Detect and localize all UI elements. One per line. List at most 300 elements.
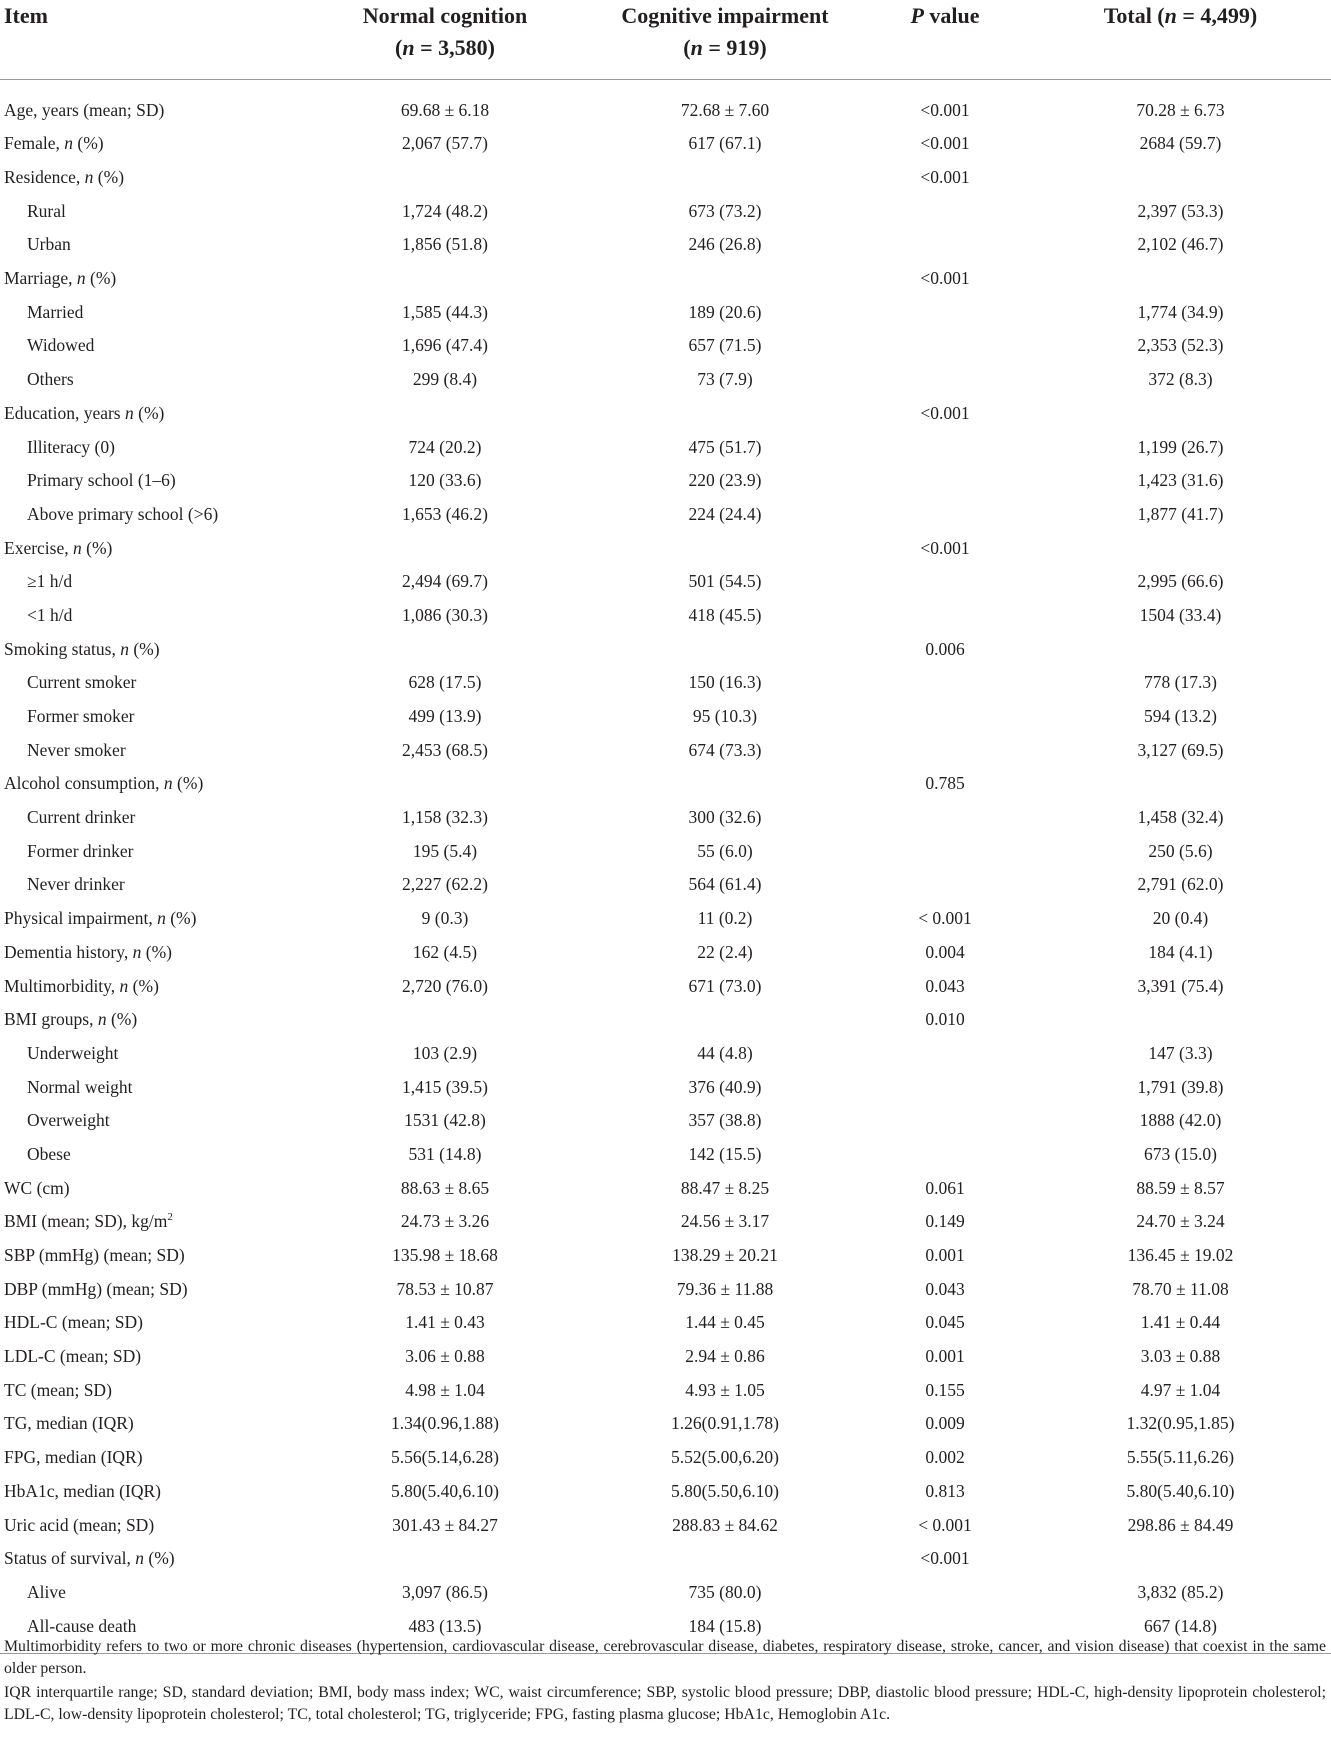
row-label-n: n <box>119 975 129 996</box>
row-label-text: Illiteracy (0) <box>27 436 115 457</box>
cell-p: 0.001 <box>925 1245 965 1266</box>
cell-total: 594 (13.2) <box>1144 706 1217 727</box>
table-row <box>0 1441 1331 1475</box>
row-label-text: Obese <box>27 1143 71 1164</box>
cell-impaired: 617 (67.1) <box>688 133 762 154</box>
row-label <box>0 733 300 767</box>
cell-p: <0.001 <box>920 537 970 558</box>
row-label <box>0 262 300 296</box>
row-label <box>0 902 300 936</box>
cell-impaired: 475 (51.7) <box>688 436 762 457</box>
table-row <box>0 1070 1331 1104</box>
cell-normal: 1531 (42.8) <box>404 1110 486 1131</box>
cell-p <box>860 666 1030 700</box>
cell-normal: 1,653 (46.2) <box>401 503 489 524</box>
cell-impaired: 300 (32.6) <box>688 807 762 828</box>
cell-impaired: 5.52(5.00,6.20) <box>671 1447 779 1468</box>
cell-impaired <box>590 767 860 801</box>
cell-total <box>1030 1542 1331 1576</box>
cell-normal: 2,227 (62.2) <box>401 874 489 895</box>
row-label <box>0 1306 300 1340</box>
cell-impaired: 671 (73.0) <box>688 975 762 996</box>
cell-normal: 499 (13.9) <box>408 706 482 727</box>
cell-impaired: 79.36 ± 11.88 <box>676 1278 774 1299</box>
cell-impaired: 150 (16.3) <box>688 672 762 693</box>
cell-impaired: 95 (10.3) <box>692 706 758 727</box>
cell-normal: 69.68 ± 6.18 <box>400 99 490 120</box>
cell-total: 24.70 ± 3.24 <box>1136 1211 1225 1232</box>
cell-total: 1504 (33.4) <box>1139 604 1222 625</box>
row-label-n: n <box>73 537 82 558</box>
cell-normal: 1.34(0.96,1.88) <box>391 1413 499 1434</box>
cell-normal: 1,585 (44.3) <box>401 301 489 322</box>
cell-impaired <box>590 632 860 666</box>
cell-normal <box>300 1542 590 1576</box>
row-label-text: HDL-C (mean; SD) <box>4 1312 144 1333</box>
row-label-text: Urban <box>27 234 71 255</box>
cell-impaired: 418 (45.5) <box>688 604 762 625</box>
cell-p: <0.001 <box>920 402 970 423</box>
header-normal-title: Normal cognition <box>362 3 528 28</box>
row-label-text: FPG, median (IQR) <box>4 1447 143 1468</box>
cell-impaired: 674 (73.3) <box>688 739 762 760</box>
cell-total <box>1030 767 1331 801</box>
row-label <box>0 1239 300 1273</box>
table-row <box>0 397 1331 431</box>
header-p-value <box>860 0 1030 80</box>
cell-p <box>860 565 1030 599</box>
cell-impaired: 357 (38.8) <box>688 1110 762 1131</box>
table-row <box>0 632 1331 666</box>
row-label-text: Primary school (1–6) <box>27 470 176 491</box>
cell-p: 0.155 <box>925 1379 965 1400</box>
cell-p <box>860 194 1030 228</box>
cell-normal: 1,086 (30.3) <box>401 604 489 625</box>
row-label <box>0 1171 300 1205</box>
header-item-label: Item <box>4 3 48 28</box>
cell-p <box>860 498 1030 532</box>
row-label-suffix: (%) <box>81 537 113 558</box>
table-row <box>0 161 1331 195</box>
cell-normal: 301.43 ± 84.27 <box>392 1514 498 1535</box>
row-label-text: Multimorbidity, <box>4 975 120 996</box>
cell-impaired: 673 (73.2) <box>688 200 762 221</box>
row-label-suffix: (%) <box>141 941 172 962</box>
table-row <box>0 767 1331 801</box>
row-label <box>0 363 300 397</box>
cell-p <box>860 834 1030 868</box>
cell-p <box>860 868 1030 902</box>
row-label-n: n <box>64 133 74 154</box>
cell-total: 20 (0.4) <box>1152 908 1209 929</box>
cell-p: <0.001 <box>920 133 970 154</box>
cell-p <box>860 599 1030 633</box>
cell-p: 0.061 <box>925 1177 965 1198</box>
row-label <box>0 1070 300 1104</box>
table-row <box>0 531 1331 565</box>
table-row <box>0 834 1331 868</box>
row-label-n: n <box>125 402 134 423</box>
cell-total: 673 (15.0) <box>1144 1143 1217 1164</box>
cell-normal: 2,453 (68.5) <box>401 739 489 760</box>
cell-normal: 9 (0.3) <box>421 908 469 929</box>
table-row <box>0 1475 1331 1509</box>
table-row <box>0 1306 1331 1340</box>
row-label <box>0 531 300 565</box>
row-label-n: n <box>163 773 173 794</box>
cell-normal: 2,494 (69.7) <box>401 571 489 592</box>
cell-total: 2,353 (52.3) <box>1137 335 1224 356</box>
table-row <box>0 262 1331 296</box>
row-label-suffix: (%) <box>133 402 165 423</box>
row-label-suffix: (%) <box>73 133 104 154</box>
row-label-text: Overweight <box>27 1110 110 1131</box>
row-label-text: Rural <box>27 200 66 221</box>
row-label <box>0 1340 300 1374</box>
header-p-rest: value <box>923 3 980 28</box>
cell-normal: 88.63 ± 8.65 <box>400 1177 490 1198</box>
cell-p: 0.043 <box>925 975 965 996</box>
cell-p <box>860 1104 1030 1138</box>
row-label <box>0 565 300 599</box>
row-label <box>0 194 300 228</box>
row-label-text: Age, years (mean; SD) <box>4 99 165 120</box>
table-row <box>0 363 1331 397</box>
row-label-text: Widowed <box>27 335 95 356</box>
row-label <box>0 430 300 464</box>
row-label-text: Education, years <box>4 402 125 423</box>
cell-total: 1,877 (41.7) <box>1137 503 1224 524</box>
cell-p <box>860 464 1030 498</box>
table-row <box>0 666 1331 700</box>
cell-total: 1,423 (31.6) <box>1137 470 1224 491</box>
row-label <box>0 767 300 801</box>
cell-p: 0.004 <box>925 941 965 962</box>
cell-normal: 724 (20.2) <box>408 436 482 457</box>
table-row <box>0 1340 1331 1374</box>
cell-total: 1,199 (26.7) <box>1137 436 1224 457</box>
cell-normal <box>300 1003 590 1037</box>
row-label-text: All-cause death <box>27 1615 137 1636</box>
table-row <box>0 1104 1331 1138</box>
table-row <box>0 565 1331 599</box>
cell-normal: 162 (4.5) <box>412 941 478 962</box>
row-label-n: n <box>132 941 142 962</box>
cell-total: 136.45 ± 19.02 <box>1127 1245 1234 1266</box>
cell-total <box>1030 262 1331 296</box>
cell-normal: 5.80(5.40,6.10) <box>391 1480 499 1501</box>
cell-impaired: 88.47 ± 8.25 <box>680 1177 770 1198</box>
table-row <box>0 969 1331 1003</box>
table-row <box>0 1576 1331 1610</box>
table-row <box>0 1542 1331 1576</box>
row-label-n: n <box>120 638 129 659</box>
table-row <box>0 1272 1331 1306</box>
cell-total: 4.97 ± 1.04 <box>1140 1379 1221 1400</box>
row-label-suffix: (%) <box>144 1548 175 1569</box>
row-label <box>0 161 300 195</box>
cell-impaired <box>590 262 860 296</box>
header-row <box>0 0 1331 80</box>
cell-total: 147 (3.3) <box>1148 1042 1213 1063</box>
cell-normal: 78.53 ± 10.87 <box>396 1278 494 1299</box>
cell-total: 2,397 (53.3) <box>1137 200 1224 221</box>
row-label-text: Never drinker <box>27 874 125 895</box>
cell-impaired: 73 (7.9) <box>697 369 753 390</box>
row-label <box>0 498 300 532</box>
header-total-n-value: = 4,499) <box>1176 3 1258 28</box>
row-label-text: Former smoker <box>27 706 135 727</box>
cell-total: 667 (14.8) <box>1030 1609 1331 1653</box>
cell-p <box>860 1037 1030 1071</box>
row-label-n: n <box>97 1009 107 1030</box>
cell-impaired: 501 (54.5) <box>688 571 762 592</box>
table-row <box>0 329 1331 363</box>
row-label-n: n <box>157 908 166 929</box>
row-label-text: Above primary school (>6) <box>27 503 219 524</box>
row-label-text: BMI (mean; SD), kg/m <box>4 1211 168 1232</box>
row-label <box>0 1407 300 1441</box>
row-label-text: Exercise, <box>4 537 73 558</box>
row-label-n: n <box>84 167 94 188</box>
cell-normal <box>300 767 590 801</box>
cell-impaired: 657 (71.5) <box>688 335 762 356</box>
row-label-text: Others <box>27 369 74 390</box>
cell-impaired: 55 (6.0) <box>697 840 753 861</box>
cell-normal <box>300 531 590 565</box>
cell-normal: 135.98 ± 18.68 <box>392 1245 498 1266</box>
cell-normal: 4.98 ± 1.04 <box>405 1379 485 1400</box>
cell-p <box>860 430 1030 464</box>
row-label <box>0 1003 300 1037</box>
row-label <box>0 801 300 835</box>
cell-normal <box>300 632 590 666</box>
cell-impaired: 72.68 ± 7.60 <box>680 99 770 120</box>
row-label <box>0 700 300 734</box>
row-label <box>0 1576 300 1610</box>
cell-impaired: 376 (40.9) <box>688 1076 762 1097</box>
cell-total <box>1030 161 1331 195</box>
cell-impaired: 24.56 ± 3.17 <box>680 1211 770 1232</box>
cell-impaired: 138.29 ± 20.21 <box>672 1245 778 1266</box>
cell-normal: 1,415 (39.5) <box>401 1076 489 1097</box>
header-normal-cognition: Normal cognition (n = 3,580) <box>300 0 590 80</box>
cell-impaired: 11 (0.2) <box>697 908 753 929</box>
cell-impaired: 2.94 ± 0.86 <box>685 1346 765 1367</box>
cell-p: <0.001 <box>920 268 970 289</box>
cell-total: 2684 (59.7) <box>1139 133 1222 154</box>
row-label-text: DBP (mmHg) (mean; SD) <box>4 1278 188 1299</box>
row-label <box>0 632 300 666</box>
header-impaired-title: Cognitive impairment <box>621 3 829 28</box>
cell-total: 5.55(5.11,6.26) <box>1126 1447 1235 1468</box>
row-label-text: Former drinker <box>27 840 134 861</box>
row-label-text: Alcohol consumption, <box>4 773 164 794</box>
cell-total: 70.28 ± 6.73 <box>1136 99 1225 120</box>
cell-total: 1888 (42.0) <box>1139 1110 1222 1131</box>
cell-p <box>860 700 1030 734</box>
row-label <box>0 329 300 363</box>
row-label-text: WC (cm) <box>4 1177 70 1198</box>
cell-total: 184 (4.1) <box>1148 941 1213 962</box>
cell-p: 0.045 <box>925 1312 965 1333</box>
row-label-text: Female, <box>4 133 65 154</box>
row-label-text: ≥1 h/d <box>27 571 73 592</box>
cell-normal: 24.73 ± 3.26 <box>400 1211 490 1232</box>
cell-impaired <box>590 397 860 431</box>
cell-total: 3.03 ± 0.88 <box>1140 1346 1221 1367</box>
row-label-suffix: (%) <box>128 975 159 996</box>
cell-normal: 1,696 (47.4) <box>401 335 489 356</box>
cell-impaired <box>590 1003 860 1037</box>
row-label <box>0 1205 300 1239</box>
cell-total: 1,791 (39.8) <box>1137 1076 1224 1097</box>
cell-total: 1,774 (34.9) <box>1137 301 1224 322</box>
cell-p: 0.001 <box>925 1346 965 1367</box>
cell-p: 0.002 <box>925 1447 965 1468</box>
row-label <box>0 936 300 970</box>
cell-impaired: 5.80(5.50,6.10) <box>671 1480 779 1501</box>
cell-total <box>1030 397 1331 431</box>
cell-normal <box>300 161 590 195</box>
header-impaired-n-label: n <box>690 35 703 60</box>
row-label-suffix: (%) <box>128 638 160 659</box>
row-label <box>0 295 300 329</box>
row-label <box>0 666 300 700</box>
row-label-suffix: (%) <box>93 167 125 188</box>
cell-normal: 531 (14.8) <box>408 1143 482 1164</box>
cell-total <box>1030 632 1331 666</box>
cell-p: 0.785 <box>925 773 965 794</box>
table-footnotes <box>4 1636 1326 1728</box>
cell-impaired: 220 (23.9) <box>688 470 762 491</box>
cell-total <box>1030 1003 1331 1037</box>
header-normal-n-label: n <box>402 35 415 60</box>
cell-impaired <box>590 531 860 565</box>
row-label-text: SBP (mmHg) (mean; SD) <box>4 1245 185 1266</box>
table-row <box>0 1239 1331 1273</box>
table-row <box>0 464 1331 498</box>
row-label <box>0 1508 300 1542</box>
header-total <box>1030 0 1331 80</box>
cell-normal: 1,724 (48.2) <box>401 200 489 221</box>
cell-normal <box>300 262 590 296</box>
cell-normal: 3,097 (86.5) <box>401 1581 489 1602</box>
cell-total <box>1030 531 1331 565</box>
cell-impaired: 1.26(0.91,1.78) <box>671 1413 779 1434</box>
cell-impaired <box>590 1542 860 1576</box>
cell-impaired: 184 (15.8) <box>590 1609 860 1653</box>
row-label-suffix: (%) <box>172 773 204 794</box>
cell-total: 1,458 (32.4) <box>1137 807 1224 828</box>
table-row <box>0 1407 1331 1441</box>
cell-p <box>860 1576 1030 1610</box>
row-label-text: Status of survival, <box>4 1548 136 1569</box>
row-label-text: Underweight <box>27 1042 119 1063</box>
header-cognitive-impairment: Cognitive impairment (n = 919) <box>590 0 860 80</box>
row-label-text: Residence, <box>4 167 85 188</box>
row-label-text: BMI groups, <box>4 1009 98 1030</box>
cell-impaired: 224 (24.4) <box>688 503 762 524</box>
cell-p: 0.813 <box>925 1480 965 1501</box>
table-row <box>0 902 1331 936</box>
cell-impaired: 564 (61.4) <box>688 874 762 895</box>
cell-p: <0.001 <box>920 99 970 120</box>
row-label-text: LDL-C (mean; SD) <box>4 1346 142 1367</box>
cell-p <box>860 801 1030 835</box>
cell-impaired: 142 (15.5) <box>688 1143 762 1164</box>
table-row <box>0 1373 1331 1407</box>
table-row <box>0 599 1331 633</box>
cell-impaired: 4.93 ± 1.05 <box>685 1379 765 1400</box>
table-row <box>0 1037 1331 1071</box>
cell-impaired: 1.44 ± 0.45 <box>685 1312 765 1333</box>
cell-p <box>860 228 1030 262</box>
table-row <box>0 127 1331 161</box>
row-label-text: Marriage, <box>4 268 77 289</box>
row-label <box>0 1542 300 1576</box>
row-label-suffix: (%) <box>165 908 197 929</box>
row-label-text: Physical impairment, <box>4 908 158 929</box>
row-label <box>0 1373 300 1407</box>
cell-impaired: 288.83 ± 84.62 <box>672 1514 778 1535</box>
cell-p: 0.010 <box>925 1009 965 1030</box>
table-row <box>0 733 1331 767</box>
table-row <box>0 700 1331 734</box>
header-impaired-n-value: = 919) <box>702 35 767 60</box>
table-row <box>0 1205 1331 1239</box>
cell-total: 3,127 (69.5) <box>1137 739 1224 760</box>
cell-total: 88.59 ± 8.57 <box>1136 1177 1225 1198</box>
table-row <box>0 194 1331 228</box>
table-row <box>0 228 1331 262</box>
row-label <box>0 1138 300 1172</box>
cell-total: 2,995 (66.6) <box>1137 571 1224 592</box>
cell-normal: 628 (17.5) <box>408 672 482 693</box>
row-label-text: Current smoker <box>27 672 137 693</box>
row-label <box>0 127 300 161</box>
row-label <box>0 599 300 633</box>
cell-p: <0.001 <box>920 1548 970 1569</box>
row-label-text: Dementia history, <box>4 941 133 962</box>
row-label-text: Never smoker <box>27 739 126 760</box>
cell-p <box>860 363 1030 397</box>
table-row <box>0 868 1331 902</box>
table-row <box>0 801 1331 835</box>
cell-impaired <box>590 161 860 195</box>
cell-p <box>860 1138 1030 1172</box>
footnote-abbreviations: IQR interquartile range; SD, standard deviation; BMI, body mass index; WC, waist circumference; SBP, systolic blood pressure; DBP, diastolic blood pressure; HDL-C, high-density lipoprotein cholesterol; LDL-C, low-density lipoprotein cholesterol; TC, total cholesterol; TG, triglyceride; FPG, fasting plasma glucose; HbA1c, Hemoglobin A1c. <box>4 1684 1326 1723</box>
cell-total: 250 (5.6) <box>1148 840 1213 861</box>
cell-normal: 120 (33.6) <box>408 470 482 491</box>
row-label-text: Uric acid (mean; SD) <box>4 1514 155 1535</box>
cell-total: 3,391 (75.4) <box>1137 975 1224 996</box>
table-row <box>0 80 1331 128</box>
row-label <box>0 868 300 902</box>
cell-p: 0.043 <box>925 1278 965 1299</box>
row-label-n: n <box>76 268 86 289</box>
row-label <box>0 228 300 262</box>
cell-total: 1.32(0.95,1.85) <box>1126 1413 1235 1434</box>
table-row <box>0 498 1331 532</box>
row-label <box>0 1104 300 1138</box>
cell-total: 5.80(5.40,6.10) <box>1126 1480 1235 1501</box>
table-row <box>0 936 1331 970</box>
cell-normal: 3.06 ± 0.88 <box>405 1346 485 1367</box>
cell-p <box>860 329 1030 363</box>
cell-total: 2,102 (46.7) <box>1137 234 1224 255</box>
row-label-superscript: 2 <box>167 1211 173 1224</box>
